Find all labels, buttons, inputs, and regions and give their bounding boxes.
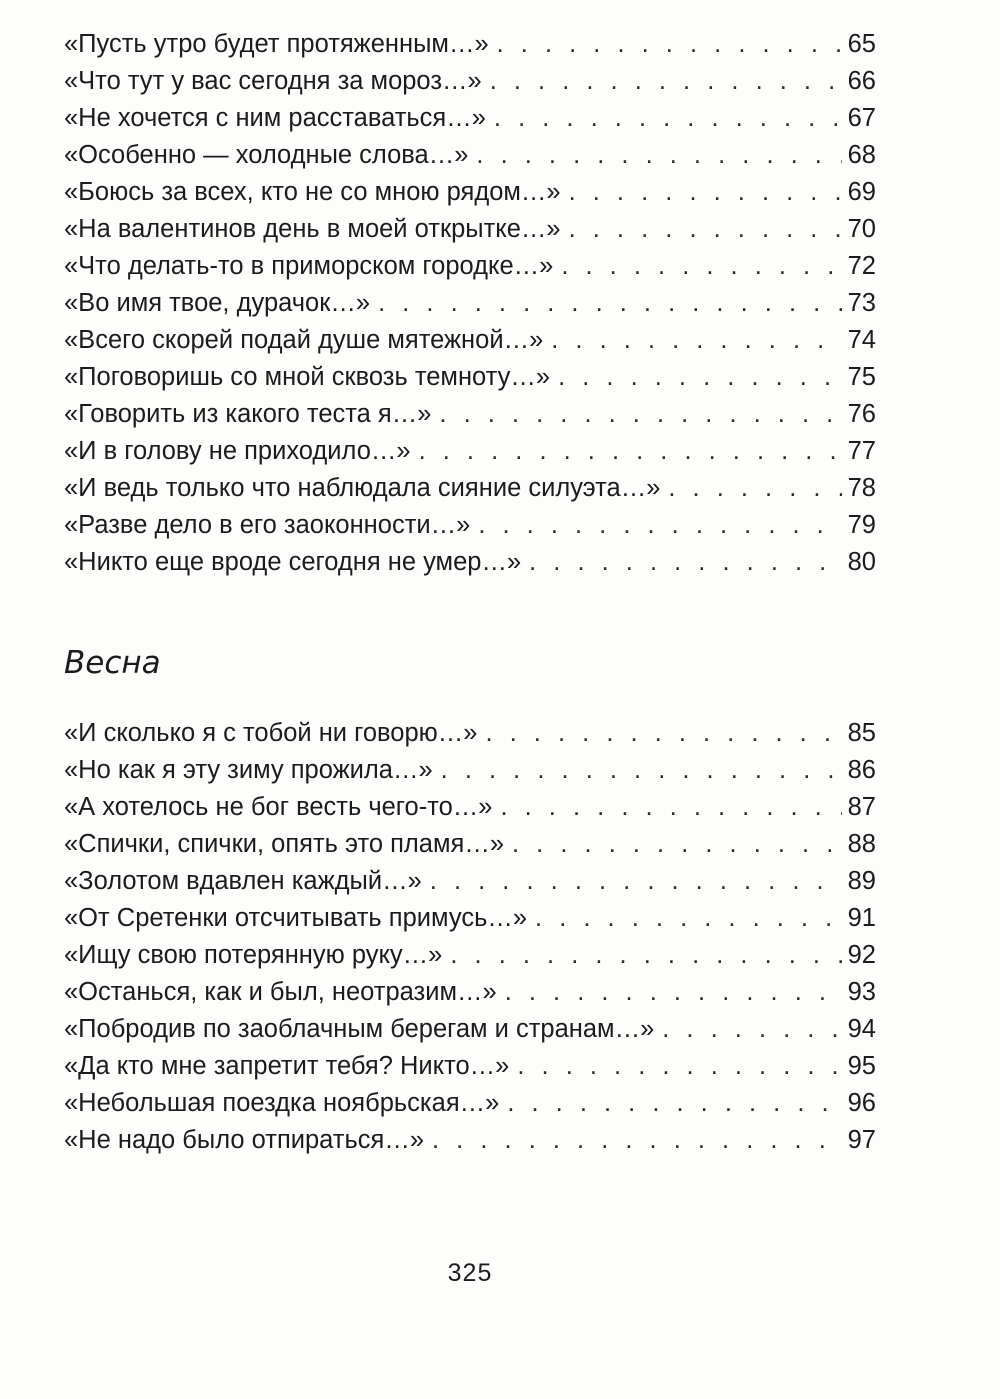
- toc-list-section-2: [64, 715, 876, 1159]
- toc-entry-page-number: 87: [847, 793, 876, 821]
- toc-entry-page-number: 86: [847, 756, 876, 784]
- toc-entry-page-number: 78: [847, 474, 876, 502]
- toc-entry-title: «Говорить из какого теста я…»: [64, 400, 432, 428]
- toc-entry-title: «Поговоришь со мной сквозь темноту…»: [64, 363, 551, 391]
- toc-entry-title: «Боюсь за всех, кто не со мною рядом…»: [64, 178, 561, 206]
- toc-entry: [64, 248, 876, 285]
- toc-entry-title: «Во имя твое, дурачок…»: [64, 289, 371, 317]
- toc-entry: [64, 433, 876, 470]
- toc-entry-title: «Небольшая поездка ноябрьская…»: [64, 1089, 500, 1117]
- dot-leader: [662, 1011, 841, 1048]
- dot-leader: [494, 100, 842, 137]
- toc-entry-page-number: 70: [847, 215, 876, 243]
- toc-entry-title: «Всего скорей подай душе мятежной…»: [64, 326, 544, 354]
- dot-leader: [561, 248, 841, 285]
- toc-entry-page-number: 69: [847, 178, 876, 206]
- toc-entry: [64, 1085, 876, 1122]
- toc-entry-title: «Но как я эту зиму прожила…»: [64, 756, 433, 784]
- toc-entry-page-number: 67: [847, 104, 876, 132]
- dot-leader: [569, 174, 842, 211]
- dot-leader: [476, 137, 841, 174]
- toc-entry-title: «Да кто мне запретит тебя? Никто…»: [64, 1052, 510, 1080]
- toc-entry-page-number: 72: [847, 252, 876, 280]
- toc-entry-page-number: 93: [847, 978, 876, 1006]
- dot-leader: [517, 1048, 841, 1085]
- toc-entry-page-number: 88: [847, 830, 876, 858]
- toc-entry-page-number: 76: [847, 400, 876, 428]
- toc-entry: [64, 63, 876, 100]
- toc-entry-title: «Пусть утро будет протяженным…»: [64, 30, 489, 58]
- dot-leader: [490, 63, 842, 100]
- dot-leader: [668, 470, 841, 507]
- toc-entry-page-number: 68: [847, 141, 876, 169]
- dot-leader: [485, 715, 841, 752]
- toc-entry-title: «Побродив по заоблачным берегам и странам…»: [64, 1015, 655, 1043]
- dot-leader: [439, 396, 841, 433]
- dot-leader: [441, 752, 842, 789]
- toc-entry: [64, 974, 876, 1011]
- toc-entry-title: «Особенно — холодные слова…»: [64, 141, 469, 169]
- toc-entry-title: «Не надо было отпираться…»: [64, 1126, 425, 1154]
- toc-entry: [64, 285, 876, 322]
- toc-entry: [64, 137, 876, 174]
- dot-leader: [450, 937, 841, 974]
- toc-entry-page-number: 74: [847, 326, 876, 354]
- dot-leader: [551, 322, 841, 359]
- dot-leader: [535, 900, 842, 937]
- toc-entry-page-number: 73: [847, 289, 876, 317]
- section-title-vesna: Весна: [64, 645, 161, 681]
- dot-leader: [512, 826, 842, 863]
- toc-entry: [64, 396, 876, 433]
- toc-entry: [64, 715, 876, 752]
- toc-entry-page-number: 66: [847, 67, 876, 95]
- toc-entry: [64, 100, 876, 137]
- dot-leader: [505, 974, 842, 1011]
- toc-entry: [64, 937, 876, 974]
- toc-entry-page-number: 96: [847, 1089, 876, 1117]
- toc-entry: [64, 470, 876, 507]
- dot-leader: [478, 507, 841, 544]
- toc-entry: [64, 1048, 876, 1085]
- toc-entry: [64, 789, 876, 826]
- toc-entry-page-number: 77: [847, 437, 876, 465]
- toc-entry-page-number: 94: [847, 1015, 876, 1043]
- toc-entry-title: «Что тут у вас сегодня за мороз…»: [64, 67, 482, 95]
- dot-leader: [432, 1122, 842, 1159]
- toc-entry-title: «Что делать-то в приморском городке…»: [64, 252, 554, 280]
- toc-entry-page-number: 80: [847, 548, 876, 576]
- toc-entry-title: «Никто еще вроде сегодня не умер…»: [64, 548, 522, 576]
- dot-leader: [497, 26, 842, 63]
- toc-entry-page-number: 92: [847, 941, 876, 969]
- toc-entry: [64, 174, 876, 211]
- toc-entry-page-number: 97: [847, 1126, 876, 1154]
- toc-entry: [64, 752, 876, 789]
- toc-entry-title: «От Сретенки отсчитывать примусь…»: [64, 904, 528, 932]
- toc-entry: [64, 1122, 876, 1159]
- toc-entry: [64, 544, 876, 581]
- toc-entry-page-number: 91: [847, 904, 876, 932]
- toc-entry-page-number: 65: [847, 30, 876, 58]
- dot-leader: [529, 544, 842, 581]
- toc-entry: [64, 322, 876, 359]
- toc-entry-page-number: 85: [847, 719, 876, 747]
- toc-entry: [64, 900, 876, 937]
- dot-leader: [419, 433, 842, 470]
- toc-entry-title: «Разве дело в его заоконности…»: [64, 511, 471, 539]
- toc-entry-title: «Ищу свою потерянную руку…»: [64, 941, 443, 969]
- toc-entry: [64, 359, 876, 396]
- dot-leader: [558, 359, 842, 396]
- toc-entry: [64, 211, 876, 248]
- table-of-contents: [64, 26, 876, 1159]
- toc-entry-page-number: 95: [847, 1052, 876, 1080]
- dot-leader: [569, 211, 842, 248]
- toc-entry: [64, 826, 876, 863]
- toc-entry: [64, 507, 876, 544]
- toc-entry-title: «Золотом вдавлен каждый…»: [64, 867, 422, 895]
- toc-entry-title: «И сколько я с тобой ни говорю…»: [64, 719, 478, 747]
- toc-entry-title: «И ведь только что наблюдала сияние силуэта…»: [64, 474, 661, 502]
- toc-entry-page-number: 75: [847, 363, 876, 391]
- toc-entry: [64, 1011, 876, 1048]
- toc-entry-title: «Останься, как и был, неотразим…»: [64, 978, 497, 1006]
- toc-entry-page-number: 79: [847, 511, 876, 539]
- toc-entry: [64, 863, 876, 900]
- toc-entry-title: «Спички, спички, опять это пламя…»: [64, 830, 505, 858]
- toc-list-section-1: [64, 26, 876, 581]
- toc-entry: [64, 26, 876, 63]
- toc-entry-page-number: 89: [847, 867, 876, 895]
- dot-leader: [378, 285, 842, 322]
- toc-entry-title: «Не хочется с ним расставаться…»: [64, 104, 486, 132]
- toc-entry-title: «На валентинов день в моей открытке…»: [64, 215, 561, 243]
- dot-leader: [500, 789, 841, 826]
- toc-entry-title: «А хотелось не бог весть чего-то…»: [64, 793, 493, 821]
- dot-leader: [507, 1085, 841, 1122]
- page-number: 325: [447, 1259, 493, 1287]
- toc-entry-title: «И в голову не приходило…»: [64, 437, 411, 465]
- dot-leader: [430, 863, 842, 900]
